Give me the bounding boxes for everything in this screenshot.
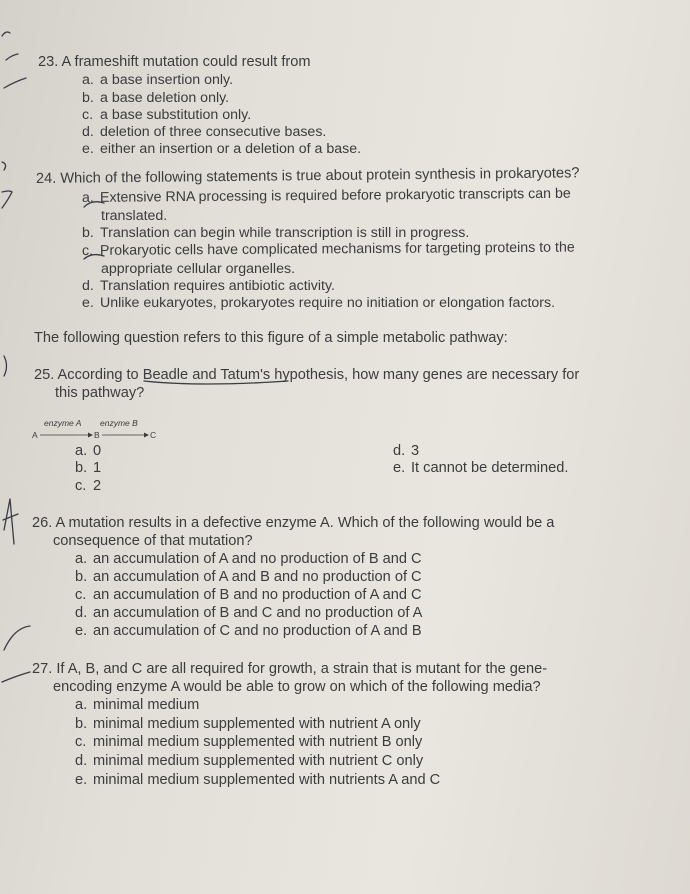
q26-option-a: a. an accumulation of A and no production of B and C [75, 551, 422, 567]
node-c: C [150, 430, 157, 440]
q27-option-a: a. minimal medium [75, 697, 200, 713]
q26-option-d: d. an accumulation of B and C and no production of A [75, 605, 423, 621]
q25-stem: 25. According to Beadle and Tatum's hypothesis, how many genes are necessary for [34, 367, 580, 383]
q27-option-e: e. minimal medium supplemented with nutrients A and C [75, 772, 441, 788]
q23-stem: 23. A frameshift mutation could result from [38, 54, 311, 70]
q25-option-a: a. 0 [75, 443, 102, 459]
q26-stem-cont: consequence of that mutation? [53, 533, 253, 549]
q24-option-b: b. Translation can begin while transcription is still in progress. [82, 225, 470, 241]
pen-mark-q23-check-lower [4, 78, 26, 88]
pen-mark-q24-seven [2, 191, 12, 208]
pen-mark-q24-upper [2, 162, 6, 170]
q23-option-d: d. deletion of three consecutive bases. [82, 124, 327, 140]
q23-option-e: e. either an insertion or a deletion of a base. [82, 141, 362, 157]
figure-intro: The following question refers to this figure of a simple metabolic pathway: [34, 330, 508, 346]
q27-option-c: c. minimal medium supplemented with nutrient B only [75, 734, 423, 750]
arrowhead-b-to-c [144, 433, 149, 438]
pen-mark-q25-bracket [4, 356, 7, 376]
q24-option-a: a. Extensive RNA processing is required before prokaryotic transcripts can be [81, 185, 571, 206]
q26-option-e: e. an accumulation of C and no production of A and B [75, 623, 422, 639]
q23-option-a: a. a base insertion only. [82, 72, 234, 88]
pen-mark-q26-stroke [4, 626, 30, 650]
q24-option-a-cont: translated. [101, 208, 168, 224]
q27-stem: 27. If A, B, and C are all required for growth, a strain that is mutant for the gene- [32, 661, 548, 677]
q25-option-d: d. 3 [393, 443, 420, 459]
q26-stem: 26. A mutation results in a defective enzyme A. Which of the following would be a [32, 515, 555, 531]
q24-option-e: e. Unlike eukaryotes, prokaryotes require no initiation or elongation factors. [82, 295, 556, 311]
q23-option-b: b. a base deletion only. [82, 90, 230, 106]
q24-option-d: d. Translation requires antibiotic activity. [82, 278, 335, 294]
pen-mark-q23-check-upper [6, 54, 18, 60]
q23-option-c: c. a base substitution only. [82, 107, 252, 123]
q27-option-b: b. minimal medium supplemented with nutrient A only [75, 716, 421, 732]
q26-option-b: b. an accumulation of A and B and no production of C [75, 569, 422, 585]
q25-option-e: e. It cannot be determined. [393, 460, 569, 476]
pen-mark-top-left [2, 32, 10, 36]
enzyme-b-label: enzyme B [100, 418, 138, 428]
metabolic-pathway-diagram [30, 416, 170, 446]
node-a: A [32, 430, 38, 440]
q27-stem-cont: encoding enzyme A would be able to grow on which of the following media? [53, 679, 541, 695]
arrowhead-a-to-b [88, 433, 93, 438]
q24-option-c-cont: appropriate cellular organelles. [101, 261, 296, 277]
q27-option-d: d. minimal medium supplemented with nutrient C only [75, 753, 424, 769]
q24-option-c: c. Prokaryotic cells have complicated mechanisms for targeting proteins to the [81, 239, 575, 259]
q25-option-c: c. 2 [75, 478, 102, 494]
enzyme-a-label: enzyme A [44, 418, 82, 428]
pen-mark-q26-letter-a [3, 499, 18, 544]
q25-option-b: b. 1 [75, 460, 102, 476]
q26-option-c: c. an accumulation of B and no production of A and C [75, 587, 422, 603]
q24-stem: 24. Which of the following statements is true about protein synthesis in prokaryotes? [35, 165, 580, 187]
pen-mark-q27-stroke [2, 672, 30, 682]
node-b: B [94, 430, 100, 440]
q25-stem-cont: this pathway? [55, 385, 145, 401]
